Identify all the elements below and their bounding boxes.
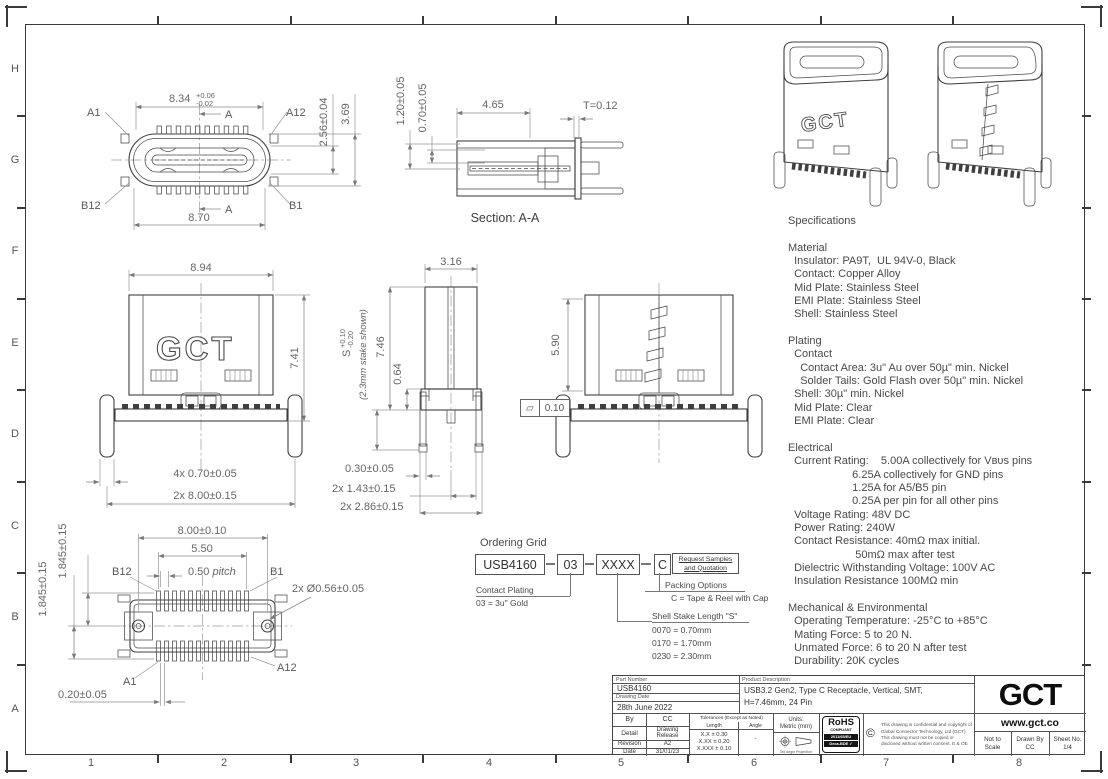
- dim-text: 5.50: [191, 543, 213, 555]
- dim-text: 2x 8.00±0.15: [173, 490, 237, 502]
- specifications-block: [788, 215, 1032, 669]
- flatness-value: 0.10: [539, 400, 569, 416]
- title-block: [612, 675, 1085, 755]
- contact-plating-label: Contact Plating: [476, 585, 534, 595]
- dash-line: [546, 563, 555, 565]
- dim-text: 2x 1.43±0.15: [332, 483, 396, 495]
- tolerances-angle-label: Angle: [749, 722, 762, 729]
- gct-logo: GCT: [998, 676, 1062, 712]
- view-front: [80, 258, 320, 510]
- revision-value: A2: [663, 741, 672, 747]
- units-value: Metric (mm): [780, 723, 812, 730]
- ordering-part-stake: [596, 554, 640, 575]
- dim-base-064: [392, 363, 421, 410]
- dim-text: 8.00±0.10: [177, 525, 227, 537]
- revision-label: Revision: [617, 741, 641, 747]
- stake-length-label: Shell Stake Length "S": [652, 611, 738, 621]
- sheet-cell: Sheet No. 1/4: [1053, 735, 1082, 751]
- spec-line: Contact: [788, 348, 833, 361]
- dim-text: 2x 2.86±0.15: [340, 501, 404, 513]
- flatness-callout: [520, 399, 570, 417]
- dim-text: 0.20±0.05: [58, 689, 107, 701]
- zone-number: 6: [750, 757, 758, 769]
- spec-line: Solder Tails: Gold Flash over 50µ" min. Nickel: [788, 375, 1024, 388]
- dim-text: 8.34: [169, 93, 191, 105]
- part-number-label: Part Number: [616, 677, 648, 683]
- dim-tol-plus: +0.10: [338, 329, 347, 348]
- spec-line: Dielectric Withstanding Voltage: 100V AC: [788, 561, 996, 574]
- date-label: Date: [623, 749, 636, 755]
- zone-letter: F: [11, 245, 19, 257]
- dim-depth-465: [457, 99, 530, 138]
- dim-height-746: [375, 287, 425, 410]
- rohs-badge: [822, 716, 860, 753]
- dim-height-741: [275, 295, 310, 421]
- zone-number: 5: [617, 757, 625, 769]
- spec-line: 6.25A collectively for GND pins: [788, 468, 1004, 481]
- dim-text: 0.70±0.05: [417, 83, 429, 133]
- scale-cell: Not to Scale: [984, 735, 1001, 751]
- zone-number: 3: [352, 757, 360, 769]
- spec-line: Contact Resistance: 40mΩ max initial.: [788, 535, 981, 548]
- rohs-directive: 2011/65/EU: [824, 734, 858, 740]
- dash-line: [585, 563, 594, 565]
- pin-label-a12: A12: [286, 107, 306, 119]
- ordering-part-packing: [654, 554, 671, 575]
- view-mating-face: [55, 56, 365, 236]
- dim-text: 5.90: [550, 334, 562, 356]
- section-body: [457, 138, 623, 199]
- dim-text: 1.845±0.15: [57, 523, 69, 579]
- spec-line: 1.25A for A5/B5 pin: [788, 481, 947, 494]
- spec-line: Shell: 30µ" min. Nickel: [788, 388, 905, 401]
- request-samples-link[interactable]: [672, 553, 739, 574]
- spec-line: Plating: [788, 335, 822, 348]
- pin-labels: [112, 566, 297, 688]
- stake-option: 0070 = 0.70mm: [652, 625, 712, 635]
- view-isometric: [762, 32, 1067, 228]
- gct-embossed-logo: GCT: [156, 330, 235, 367]
- zone-letter: H: [11, 63, 19, 75]
- spec-line: Insulator: PA9T, UL 94V-0, Black: [788, 255, 956, 268]
- spec-line: Electrical: [788, 441, 833, 454]
- spec-line: EMI Plate: Clear: [788, 415, 875, 428]
- spec-line: Current Rating: 5.00A collectively for Vʙᴜs pins: [788, 455, 1033, 468]
- view-bottom: [30, 505, 402, 720]
- zone-letter: A: [11, 703, 19, 715]
- ordering-part-base-text: USB4160: [483, 557, 537, 572]
- spec-line: [788, 228, 1032, 241]
- spec-line: Contact: Copper Alloy: [788, 268, 901, 281]
- ordering-part-plating-text: 03: [563, 557, 578, 572]
- contact-plating-value: 03 = 3u" Gold: [476, 598, 528, 608]
- dim-legs: [86, 459, 295, 508]
- view-section-aa: [390, 56, 640, 241]
- dim-thickness: [560, 100, 618, 138]
- detail-value: Drawing Release: [656, 726, 679, 739]
- back-body: [556, 295, 762, 457]
- rohs-title: RoHS: [828, 717, 854, 728]
- dim-text: 7.41: [289, 347, 301, 369]
- dim-holes: [270, 583, 364, 619]
- zone-number: 1: [87, 757, 95, 769]
- spec-line: Voltage Rating: 48V DC: [788, 508, 911, 521]
- detail-label: Detail: [621, 729, 638, 737]
- dim-text: 7.46: [375, 336, 387, 358]
- by-value: CC: [662, 716, 673, 723]
- part-number-value: USB4160: [617, 684, 652, 693]
- stake-option: 0170 = 1.70mm: [652, 638, 712, 648]
- dim-text: S: [341, 349, 353, 357]
- dim-text: 3.16: [440, 256, 462, 268]
- section-mark: A: [225, 109, 233, 121]
- spec-line: Mating Force: 5 to 20 N.: [788, 628, 913, 641]
- copyright-icon: ©: [866, 726, 875, 740]
- underline: [476, 596, 570, 597]
- dim-text: 8.70: [188, 212, 210, 224]
- tolerance-row: X.XXX ± 0.10: [696, 745, 732, 752]
- dim-text: T=0.12: [583, 100, 618, 112]
- pin-labels: [81, 107, 306, 212]
- leader-line: [617, 621, 652, 622]
- dim-text: 1.845±0.15: [37, 561, 49, 617]
- underline: [652, 622, 749, 623]
- dim-text: 0.64: [392, 363, 404, 385]
- dim-text: 4.65: [482, 99, 504, 111]
- zone-number: 7: [882, 757, 890, 769]
- dim-text: pitch: [212, 566, 236, 578]
- tolerance-row: X.XX ± 0.20: [698, 738, 730, 745]
- dash-line: [641, 563, 651, 565]
- dim-tol-plus: +0.06: [196, 91, 215, 100]
- dim-tol-minus: -0.20: [346, 330, 355, 348]
- dim-text: 2.56±0.04: [318, 97, 330, 147]
- spec-line: Mid Plate: Stainless Steel: [788, 281, 919, 294]
- product-description-line2: H=7.46mm, 24 Pin: [744, 698, 813, 707]
- dim-row-offsets: [37, 524, 154, 659]
- section-mark: A: [225, 204, 233, 216]
- dim-height-590: [550, 299, 583, 391]
- zone-letter: G: [10, 154, 20, 166]
- dim-tol-minus: -0.02: [196, 99, 214, 108]
- rohs-compliant: COMPLIANT: [830, 728, 852, 732]
- underline: [645, 591, 745, 592]
- spec-line: Unmated Force: 6 to 20 N after test: [788, 642, 967, 654]
- dim-pitch: [147, 566, 236, 587]
- spec-line: Insulation Resistance 100MΩ min: [788, 575, 959, 588]
- zone-number: 4: [485, 757, 493, 769]
- drawing-date-label: Drawing Date: [616, 694, 650, 700]
- pin-label-b12: B12: [81, 200, 101, 212]
- dim-heights: [268, 94, 361, 186]
- packing-options-value: C = Tape & Reel with Cap: [671, 593, 769, 603]
- iso-connector-back: [928, 42, 1051, 206]
- zone-number: 2: [220, 757, 228, 769]
- spec-line: 0.25A per pin for all other pins: [788, 495, 999, 508]
- iso-connector-front: [774, 42, 897, 206]
- dim-text: 1.20±0.05: [395, 76, 407, 126]
- dim-text: 8.94: [190, 262, 212, 274]
- copyright-text: This drawing is confidential and copyright of Global Connector Technology, Ltd (GCT). This drawing must not be copied or disclosed without written consent. E & OE: [881, 722, 972, 747]
- spec-line: Shell: Stainless Steel: [788, 308, 898, 321]
- spec-line: Material: [788, 241, 828, 254]
- dim-text: 3.69: [340, 103, 352, 125]
- spec-line: 50mΩ max after test: [788, 548, 955, 561]
- section-cut-marks: [200, 109, 234, 216]
- dim-text: 0.30±0.05: [345, 463, 394, 475]
- dim-text: 4x 0.70±0.05: [173, 468, 237, 480]
- dim-heights: [395, 77, 485, 169]
- spec-line: Specifications: [788, 215, 856, 227]
- zone-number: 8: [1015, 757, 1023, 769]
- view-side: [330, 252, 570, 522]
- ordering-part-stake-text: XXXX: [601, 557, 635, 572]
- drawn-by-cell: Drawn By CC: [1016, 735, 1044, 751]
- dim-text: 2x Ø0.56±0.05: [292, 583, 365, 595]
- stake-option: 0230 = 2.30mm: [652, 651, 712, 661]
- ordering-grid-title: Ordering Grid: [480, 537, 547, 549]
- units-label: Units:: [788, 716, 804, 723]
- leader-line: [617, 573, 618, 622]
- section-caption: Section: A-A: [470, 211, 540, 225]
- ordering-part-plating: [557, 554, 584, 575]
- tolerance-row: X.X ± 0.30: [700, 731, 728, 738]
- pin-label-b1: B1: [270, 566, 284, 578]
- dim-note: (2.3mm stake shown): [358, 309, 369, 400]
- flatness-symbol-icon: ▱: [526, 402, 534, 414]
- zone-letter: B: [11, 611, 19, 623]
- dim-stake: [338, 309, 421, 450]
- spec-line: Operating Temperature: -25°C to +85°C: [788, 615, 988, 628]
- product-description-label: Product Description: [742, 677, 790, 683]
- pin-label-b1: B1: [289, 200, 303, 212]
- date-value: 31/01/23: [655, 749, 680, 755]
- dim-text: 0.50: [188, 566, 210, 578]
- zone-letter: E: [11, 337, 19, 349]
- spec-line: EMI Plate: Stainless Steel: [788, 295, 921, 308]
- spec-line: Contact Area: 3u" Au over 50µ" min. Nickel: [788, 361, 1009, 374]
- dim-pin-offset: [58, 663, 185, 706]
- gct-embossed-logo: GCT: [799, 108, 851, 137]
- by-label: By: [625, 716, 634, 723]
- svg-text:0.50 pitch: [188, 566, 236, 578]
- packing-options-label: Packing Options: [665, 580, 727, 590]
- spec-line: [788, 589, 1032, 602]
- product-description-line1: USB3.2 Gen2, Type C Receptacle, Vertical, SMT,: [744, 686, 923, 695]
- drawing-date-value: 28th June 2022: [617, 702, 673, 712]
- pin-label-b12: B12: [112, 566, 132, 578]
- website-link[interactable]: www.gct.co: [1001, 716, 1059, 729]
- ordering-part-packing-text: C: [657, 557, 668, 572]
- view-back: [540, 258, 780, 466]
- spec-line: Durability: 20K cycles: [788, 655, 900, 668]
- zone-letter: C: [11, 520, 19, 532]
- ordering-part-base: [475, 554, 545, 575]
- spec-line: [788, 429, 1032, 442]
- spec-line: Power Rating: 240W: [788, 521, 895, 534]
- request-samples-line1: Request Samples: [678, 556, 733, 563]
- rohs-decabde: Deca-BDE ✓: [824, 741, 858, 747]
- tolerances-length-label: Length: [706, 722, 722, 729]
- spec-line: Mid Plate: Clear: [788, 401, 873, 414]
- leader-line: [570, 573, 571, 596]
- pin-label-a1: A1: [87, 107, 101, 119]
- tolerance-angle-value: -: [754, 736, 757, 742]
- pin-label-a12: A12: [277, 662, 297, 674]
- third-angle-projection-icon: [778, 735, 814, 748]
- zone-letter: D: [11, 428, 19, 440]
- tolerances-header: Tolerances (Except as Noted): [700, 715, 763, 721]
- leader-line: [659, 573, 660, 591]
- spec-line: Mechanical & Environmental: [788, 601, 928, 614]
- request-samples-line2: and Quotation: [684, 564, 727, 572]
- pin-label-a1: A1: [123, 676, 137, 688]
- spec-line: [788, 322, 1032, 335]
- projection-label: 3rd Angle Projection: [779, 749, 813, 754]
